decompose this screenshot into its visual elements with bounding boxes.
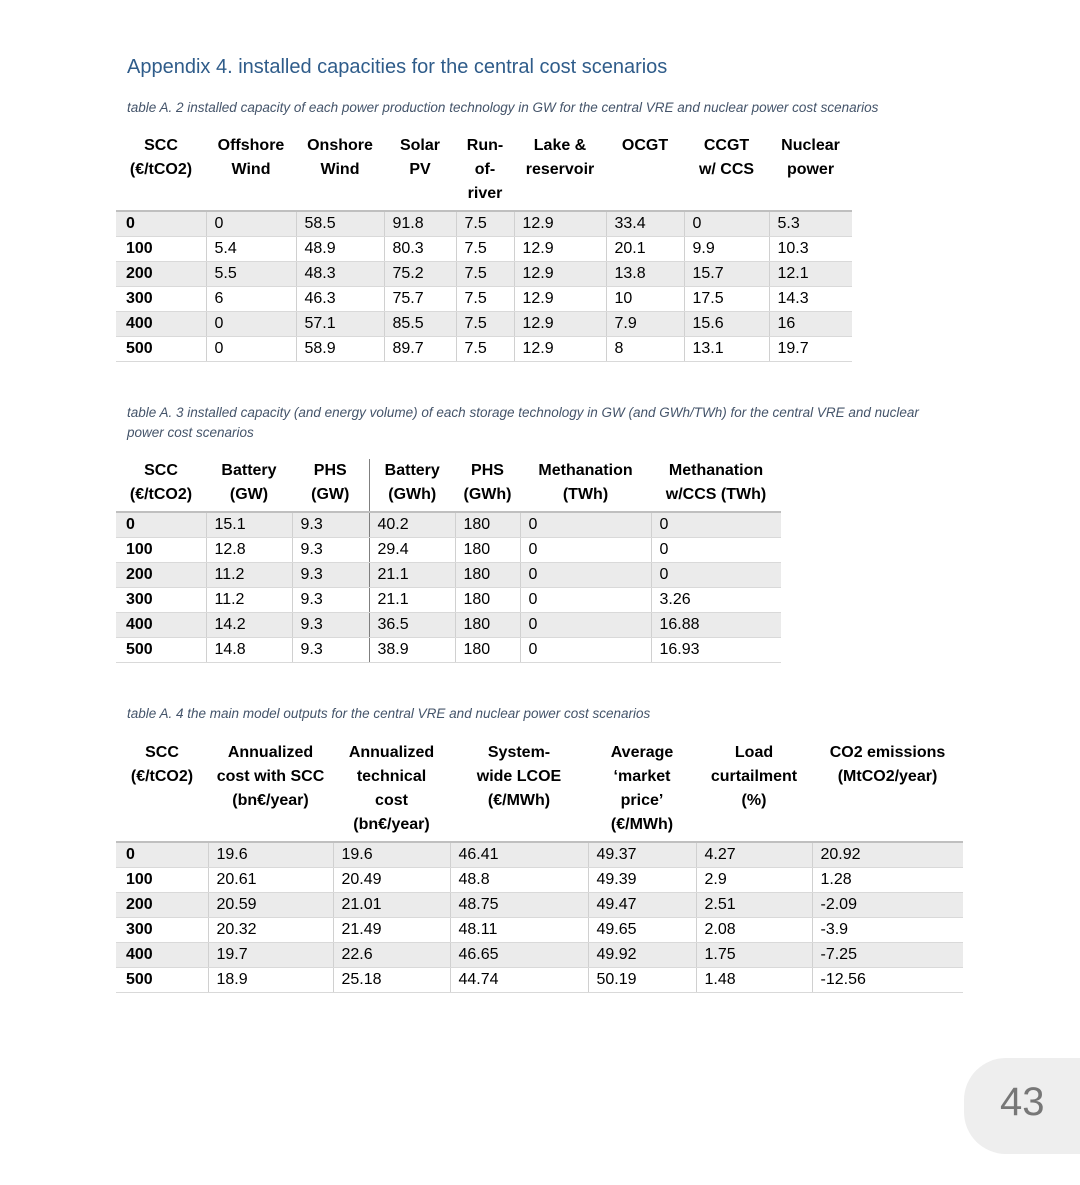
value-cell: 48.9: [296, 237, 384, 262]
value-cell: 89.7: [384, 337, 456, 362]
value-cell: 2.08: [696, 918, 812, 943]
value-cell: 12.9: [514, 287, 606, 312]
value-cell: 7.5: [456, 237, 514, 262]
value-cell: 7.9: [606, 312, 684, 337]
table-a3-header-6: Methanation w/CCS (TWh): [651, 459, 781, 512]
value-cell: 12.1: [769, 262, 852, 287]
value-cell: 58.9: [296, 337, 384, 362]
value-cell: 7.5: [456, 287, 514, 312]
value-cell: 46.41: [450, 842, 588, 868]
scc-cell: 300: [116, 588, 206, 613]
value-cell: 48.3: [296, 262, 384, 287]
table-a3-caption: table A. 3 installed capacity (and energy volume) of each storage technology in GW (and GWh/TWh) for the central VRE and nuclear power cost scenarios: [127, 405, 919, 440]
value-cell: 1.28: [812, 868, 963, 893]
table-row: [116, 588, 781, 613]
value-cell: 2.51: [696, 893, 812, 918]
value-cell: 75.2: [384, 262, 456, 287]
value-cell: 21.01: [333, 893, 450, 918]
value-cell: 1.75: [696, 943, 812, 968]
value-cell: 19.6: [208, 842, 333, 868]
value-cell: 0: [520, 538, 651, 563]
table-a3-header-3: Battery (GWh): [369, 459, 455, 512]
value-cell: 9.3: [292, 512, 369, 538]
table-a2-header-1: Offshore Wind: [206, 134, 296, 211]
value-cell: 20.49: [333, 868, 450, 893]
table-a4: [116, 741, 963, 993]
value-cell: 21.49: [333, 918, 450, 943]
value-cell: 21.1: [369, 588, 455, 613]
table-a3-header-4: PHS (GWh): [455, 459, 520, 512]
table-row: [116, 893, 963, 918]
scc-cell: 100: [116, 538, 206, 563]
value-cell: 0: [520, 563, 651, 588]
value-cell: 49.47: [588, 893, 696, 918]
table-a2: [116, 134, 852, 362]
table-a2-header-6: OCGT: [606, 134, 684, 211]
scc-cell: 200: [116, 563, 206, 588]
table-row: [116, 337, 852, 362]
table-a4-header-2: Annualized technical cost (bn€/year): [333, 741, 450, 842]
value-cell: -7.25: [812, 943, 963, 968]
scc-cell: 500: [116, 638, 206, 663]
value-cell: 9.3: [292, 563, 369, 588]
value-cell: 48.11: [450, 918, 588, 943]
table-row: [116, 262, 852, 287]
table-row: [116, 563, 781, 588]
value-cell: 22.6: [333, 943, 450, 968]
value-cell: 0: [651, 563, 781, 588]
value-cell: 48.8: [450, 868, 588, 893]
table-a4-header-5: Load curtailment (%): [696, 741, 812, 842]
table-a2-header-2: Onshore Wind: [296, 134, 384, 211]
scc-cell: 300: [116, 287, 206, 312]
scc-cell: 0: [116, 842, 208, 868]
value-cell: 33.4: [606, 211, 684, 237]
value-cell: 19.7: [208, 943, 333, 968]
value-cell: 10.3: [769, 237, 852, 262]
value-cell: 20.59: [208, 893, 333, 918]
table-a3-header-1: Battery (GW): [206, 459, 292, 512]
page-number: 43: [1000, 1080, 1045, 1124]
value-cell: 38.9: [369, 638, 455, 663]
value-cell: -3.9: [812, 918, 963, 943]
value-cell: 48.75: [450, 893, 588, 918]
value-cell: 11.2: [206, 588, 292, 613]
value-cell: 12.9: [514, 237, 606, 262]
value-cell: 20.92: [812, 842, 963, 868]
value-cell: 14.8: [206, 638, 292, 663]
scc-cell: 500: [116, 337, 206, 362]
value-cell: 5.4: [206, 237, 296, 262]
value-cell: 49.39: [588, 868, 696, 893]
table-row: [116, 868, 963, 893]
scc-cell: 0: [116, 512, 206, 538]
value-cell: 9.3: [292, 538, 369, 563]
value-cell: 0: [520, 613, 651, 638]
table-a3: [116, 459, 781, 663]
value-cell: 11.2: [206, 563, 292, 588]
value-cell: 3.26: [651, 588, 781, 613]
table-a2-header-3: Solar PV: [384, 134, 456, 211]
table-a2-header-4: Run- of- river: [456, 134, 514, 211]
value-cell: 80.3: [384, 237, 456, 262]
value-cell: 0: [520, 588, 651, 613]
table-a4-header-0: SCC (€/tCO2): [116, 741, 208, 842]
scc-cell: 200: [116, 262, 206, 287]
value-cell: 7.5: [456, 262, 514, 287]
table-row: [116, 538, 781, 563]
value-cell: 46.3: [296, 287, 384, 312]
value-cell: 91.8: [384, 211, 456, 237]
table-a4-caption: table A. 4 the main model outputs for the central VRE and nuclear power cost scenarios: [127, 706, 651, 721]
value-cell: 0: [520, 638, 651, 663]
table-a2-header-7: CCGT w/ CCS: [684, 134, 769, 211]
value-cell: 0: [206, 312, 296, 337]
value-cell: 14.3: [769, 287, 852, 312]
value-cell: 180: [455, 512, 520, 538]
table-a2-header-0: SCC (€/tCO2): [116, 134, 206, 211]
scc-cell: 100: [116, 237, 206, 262]
value-cell: 5.5: [206, 262, 296, 287]
value-cell: 12.9: [514, 337, 606, 362]
value-cell: 9.3: [292, 588, 369, 613]
value-cell: 12.8: [206, 538, 292, 563]
scc-cell: 400: [116, 943, 208, 968]
value-cell: 13.1: [684, 337, 769, 362]
value-cell: 180: [455, 613, 520, 638]
value-cell: 16: [769, 312, 852, 337]
value-cell: 58.5: [296, 211, 384, 237]
value-cell: 180: [455, 588, 520, 613]
table-row: [116, 943, 963, 968]
scc-cell: 400: [116, 613, 206, 638]
value-cell: 8: [606, 337, 684, 362]
value-cell: 17.5: [684, 287, 769, 312]
value-cell: 50.19: [588, 968, 696, 993]
value-cell: 15.6: [684, 312, 769, 337]
value-cell: 13.8: [606, 262, 684, 287]
value-cell: 75.7: [384, 287, 456, 312]
value-cell: 21.1: [369, 563, 455, 588]
value-cell: 49.92: [588, 943, 696, 968]
table-row: [116, 312, 852, 337]
value-cell: 7.5: [456, 312, 514, 337]
value-cell: 16.93: [651, 638, 781, 663]
value-cell: 6: [206, 287, 296, 312]
table-a3-header-5: Methanation (TWh): [520, 459, 651, 512]
table-row: [116, 211, 852, 237]
value-cell: 1.48: [696, 968, 812, 993]
scc-cell: 400: [116, 312, 206, 337]
table-a2-header-8: Nuclear power: [769, 134, 852, 211]
table-row: [116, 918, 963, 943]
value-cell: -12.56: [812, 968, 963, 993]
value-cell: 0: [206, 211, 296, 237]
value-cell: 20.61: [208, 868, 333, 893]
value-cell: 16.88: [651, 613, 781, 638]
table-a4-header-6: CO2 emissions (MtCO2/year): [812, 741, 963, 842]
table-row: [116, 638, 781, 663]
value-cell: 9.9: [684, 237, 769, 262]
value-cell: 46.65: [450, 943, 588, 968]
table-a4-header-3: System- wide LCOE (€/MWh): [450, 741, 588, 842]
table-row: [116, 287, 852, 312]
scc-cell: 100: [116, 868, 208, 893]
value-cell: 0: [684, 211, 769, 237]
table-row: [116, 613, 781, 638]
value-cell: 2.9: [696, 868, 812, 893]
value-cell: 7.5: [456, 211, 514, 237]
table-row: [116, 842, 963, 868]
table-a3-header-0: SCC (€/tCO2): [116, 459, 206, 512]
value-cell: 0: [651, 538, 781, 563]
table-a3-header-2: PHS (GW): [292, 459, 369, 512]
value-cell: 9.3: [292, 613, 369, 638]
value-cell: 25.18: [333, 968, 450, 993]
value-cell: 12.9: [514, 262, 606, 287]
value-cell: 12.9: [514, 312, 606, 337]
table-a4-header-1: Annualized cost with SCC (bn€/year): [208, 741, 333, 842]
scc-cell: 0: [116, 211, 206, 237]
value-cell: 180: [455, 638, 520, 663]
value-cell: 180: [455, 563, 520, 588]
value-cell: 12.9: [514, 211, 606, 237]
value-cell: 49.37: [588, 842, 696, 868]
value-cell: 29.4: [369, 538, 455, 563]
table-a2-header-5: Lake & reservoir: [514, 134, 606, 211]
value-cell: 15.7: [684, 262, 769, 287]
value-cell: 180: [455, 538, 520, 563]
value-cell: 85.5: [384, 312, 456, 337]
appendix-heading: Appendix 4. installed capacities for the central cost scenarios: [127, 56, 668, 78]
value-cell: 44.74: [450, 968, 588, 993]
scc-cell: 200: [116, 893, 208, 918]
value-cell: 15.1: [206, 512, 292, 538]
value-cell: 10: [606, 287, 684, 312]
table-a4-header-4: Average ‘market price’ (€/MWh): [588, 741, 696, 842]
value-cell: 5.3: [769, 211, 852, 237]
value-cell: 0: [520, 512, 651, 538]
value-cell: 36.5: [369, 613, 455, 638]
value-cell: 4.27: [696, 842, 812, 868]
value-cell: 9.3: [292, 638, 369, 663]
value-cell: 19.6: [333, 842, 450, 868]
value-cell: 0: [206, 337, 296, 362]
page-number-tab: [964, 1058, 1080, 1154]
value-cell: 7.5: [456, 337, 514, 362]
scc-cell: 300: [116, 918, 208, 943]
value-cell: 0: [651, 512, 781, 538]
value-cell: 19.7: [769, 337, 852, 362]
table-row: [116, 968, 963, 993]
value-cell: 14.2: [206, 613, 292, 638]
table-row: [116, 237, 852, 262]
scc-cell: 500: [116, 968, 208, 993]
value-cell: 20.1: [606, 237, 684, 262]
table-a2-caption: table A. 2 installed capacity of each power production technology in GW for the central VRE and nuclear power cost scenarios: [127, 100, 879, 115]
value-cell: -2.09: [812, 893, 963, 918]
value-cell: 40.2: [369, 512, 455, 538]
value-cell: 18.9: [208, 968, 333, 993]
value-cell: 57.1: [296, 312, 384, 337]
value-cell: 20.32: [208, 918, 333, 943]
table-row: [116, 512, 781, 538]
value-cell: 49.65: [588, 918, 696, 943]
